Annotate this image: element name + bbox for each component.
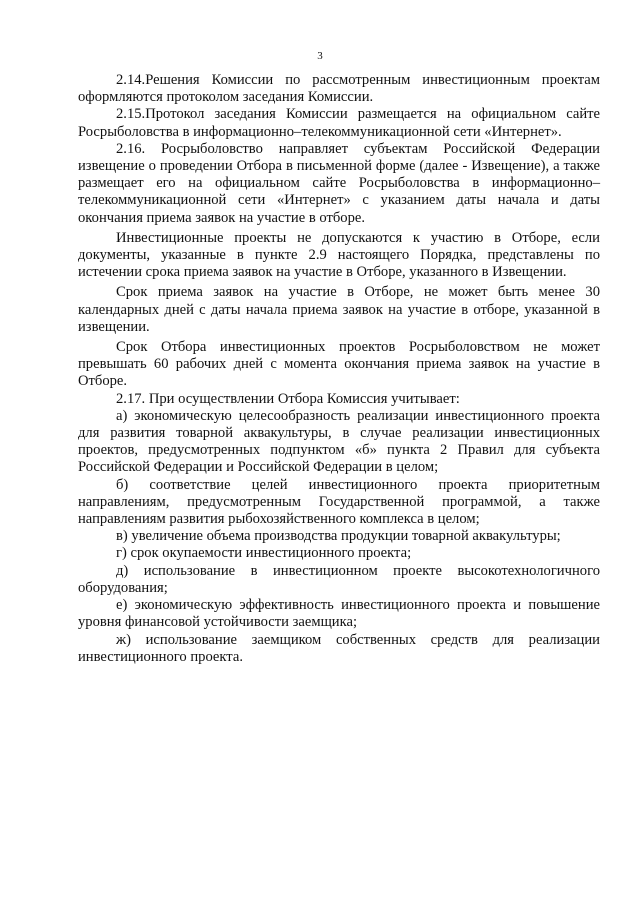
paragraph-2-15: 2.15.Протокол заседания Комиссии размещается на официальном сайте Росрыболовства в информационно–телекоммуникационной сети «Интернет». xyxy=(78,106,600,140)
paragraph-selection-period: Срок Отбора инвестиционных проектов Росрыболовством не может превышать 60 рабочих дней с момента окончания приема заявок на участие в Отборе. xyxy=(78,339,600,390)
document-body xyxy=(78,72,600,666)
list-item-d: д) использование в инвестиционном проекте высокотехнологичного оборудования; xyxy=(78,562,600,596)
list-item-v: в) увеличение объема производства продукции товарной аквакультуры; xyxy=(116,528,561,545)
paragraph-2-16: 2.16. Росрыболовство направляет субъектам Российской Федерации извещение о проведении Отбора в письменной форме (далее - Извещение), а также размещает его на официальном сайте Росрыболовства в информационно–телекоммуникационной сети «Интернет» с указанием даты начала и даты окончания приема заявок на участие в отборе. xyxy=(78,140,600,226)
list-item-b: б) соответствие целей инвестиционного проекта приоритетным направлениям, предусмотренным Государственной программой, а также направлениям развития рыбохозяйственного комплекса в целом; xyxy=(78,476,600,528)
paragraph-not-admitted: Инвестиционные проекты не допускаются к участию в Отборе, если документы, указанные в пункте 2.9 настоящего Порядка, представлены по истечении срока приема заявок на участие в Отборе, указанного в Извещении. xyxy=(78,229,600,281)
list-item-a: а) экономическую целесообразность реализации инвестиционного проекта для развития товарной аквакультуры, в случае реализации инвестиционных проектов, предусмотренных подпунктом «б» пункта 2 Правил для субъекта Российской Федерации и Российской Федерации в целом; xyxy=(78,407,600,476)
list-item-g: г) срок окупаемости инвестиционного проекта; xyxy=(116,545,412,562)
list-item-e: е) экономическую эффективность инвестиционного проекта и повышение уровня финансовой устойчивости заемщика; xyxy=(78,597,600,631)
paragraph-application-period: Срок приема заявок на участие в Отборе, не может быть менее 30 календарных дней с даты начала приема заявок на участие в отборе, указанной в извещении. xyxy=(78,284,600,335)
paragraph-2-17: 2.17. При осуществлении Отбора Комиссия учитывает: xyxy=(116,390,460,407)
paragraph-2-14: 2.14.Решения Комиссии по рассмотренным инвестиционным проектам оформляются протоколом заседания Комиссии. xyxy=(78,72,600,106)
list-item-zh: ж) использование заемщиком собственных средств для реализации инвестиционного проекта. xyxy=(78,631,600,665)
page-number: 3 xyxy=(317,50,323,62)
